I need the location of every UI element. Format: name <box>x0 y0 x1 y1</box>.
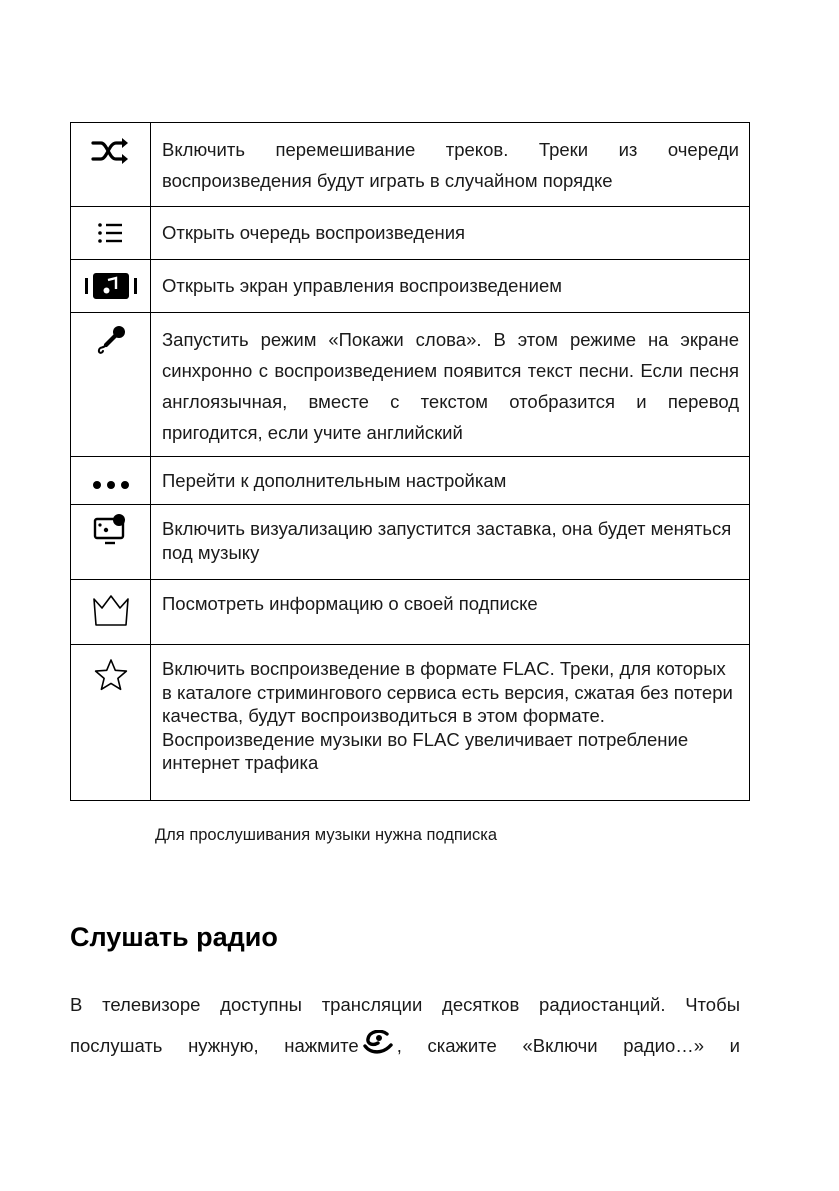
row-description: Включить перемешивание треков. Треки из очереди воспроизведения будут играть в случайном порядке <box>151 123 750 207</box>
icon-cell <box>71 313 151 457</box>
table-row <box>71 123 750 207</box>
section-heading: Слушать радио <box>70 922 278 952</box>
icon-cell <box>71 123 151 207</box>
microphone-icon <box>95 324 127 356</box>
table-row <box>71 457 750 505</box>
row-description: Включить воспроизведение в формате FLAC. Треки, для которых в каталоге стримингового сервиса есть версия, сжатая без потери качества, будут воспроизводиться в этом формате. Воспроизведение музыки во FLAC увеличивает потребление интернет трафика <box>151 645 750 801</box>
icon-cell <box>71 207 151 260</box>
radio-paragraph <box>70 984 740 1070</box>
icon-cell <box>71 260 151 313</box>
table-row <box>71 313 750 457</box>
table-row <box>71 505 750 580</box>
icon-cell <box>71 645 151 801</box>
row-description: Запустить режим «Покажи слова». В этом режиме на экране синхронно с воспроизведением появится текст песни. Если песня англоязычная, вместе с текстом отобразится и перевод пригодится, если учите английский <box>151 313 750 457</box>
row-description: Открыть экран управления воспроизведением <box>151 260 750 313</box>
voice-assistant-icon <box>363 1030 393 1056</box>
table-row <box>71 580 750 645</box>
queue-list-icon <box>96 221 126 245</box>
icon-cell <box>71 457 151 505</box>
paragraph-text-start: В телевизоре доступны трансляции десятков радиостанций. Чтобы послушать нужную, нажмите <box>70 994 740 1056</box>
star-icon <box>93 658 129 692</box>
subscription-note: Для прослушивания музыки нужна подписка <box>155 826 498 844</box>
row-description: Включить визуализацию запустится заставка, она будет меняться под музыку <box>151 505 750 580</box>
inline-icon-wrap <box>363 1029 393 1070</box>
row-description: Посмотреть информацию о своей подписке <box>151 580 750 645</box>
shuffle-icon <box>91 136 131 166</box>
player-screen-icon <box>83 272 139 300</box>
row-description: Открыть очередь воспроизведения <box>151 207 750 260</box>
icon-cell <box>71 580 151 645</box>
table-row <box>71 260 750 313</box>
more-dots-icon <box>91 479 131 491</box>
paragraph-text-end: , скажите «Включи радио…» и <box>396 1035 740 1056</box>
table-row <box>71 645 750 801</box>
table-row <box>71 207 750 260</box>
controls-table <box>70 122 750 801</box>
crown-icon <box>91 592 131 628</box>
visualization-icon <box>93 512 129 546</box>
icon-cell <box>71 505 151 580</box>
row-description: Перейти к дополнительным настройкам <box>151 457 750 505</box>
